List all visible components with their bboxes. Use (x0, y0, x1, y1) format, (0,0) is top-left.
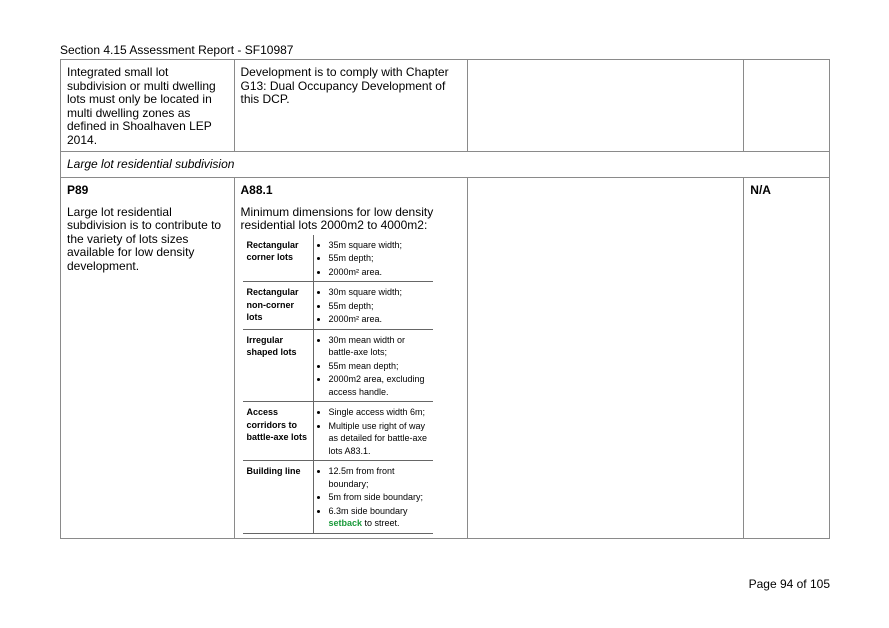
requirement-item: • 12.5m from front boundary; (329, 465, 429, 490)
requirement-item: • 2000m² area. (329, 313, 429, 326)
requirement-item: • 35m square width; (329, 239, 429, 252)
assessment-table (60, 59, 830, 539)
requirement-item: • 30m mean width or battle-axe lots; (329, 334, 429, 359)
requirement-item: • 2000m2 area, excluding access handle. (329, 373, 429, 398)
dimensions-row (243, 402, 433, 461)
dimensions-row (243, 282, 433, 330)
solution-text: Minimum dimensions for low density residential lots 2000m2 to 4000m2: (240, 204, 434, 232)
lot-requirements (313, 282, 433, 330)
comment-cell (467, 178, 743, 539)
dimensions-table (243, 235, 433, 534)
requirement-item: • 30m square width; (329, 286, 429, 299)
lot-requirements (313, 329, 433, 402)
compliance-status: N/A (750, 183, 771, 197)
criteria-text: Large lot residential subdivision is to contribute to the variety of lots sizes available for low density development. (67, 204, 222, 273)
requirement-item: • Single access width 6m; (329, 406, 429, 419)
requirement-prefix: 6.3m side boundary (328, 505, 408, 516)
requirement-item: • 5m from side boundary; (329, 491, 429, 504)
lot-requirements (313, 235, 433, 282)
lot-type-label: Rectangular non-corner lots (243, 282, 314, 330)
criteria-code: P89 (67, 183, 89, 197)
section-title: Large lot residential subdivision (61, 152, 830, 178)
requirement-item: • 55m mean depth; (329, 360, 429, 373)
lot-requirements (313, 402, 433, 461)
dimensions-row (243, 235, 433, 282)
dimensions-row (243, 329, 433, 402)
lot-type-label: Building line (243, 461, 314, 534)
requirement-item: • 55m depth; (329, 300, 429, 313)
lot-requirements (313, 461, 433, 534)
performance-criteria-cell (61, 178, 235, 539)
lot-type-label: Rectangular corner lots (243, 235, 314, 282)
dimensions-row (243, 461, 433, 534)
requirement-item: • 55m depth; (329, 252, 429, 265)
solution-code: A88.1 (240, 183, 273, 197)
compliance-cell (744, 178, 830, 539)
lot-type-label: Irregular shaped lots (243, 329, 314, 402)
requirement-item: • 2000m² area. (329, 266, 429, 279)
acceptable-solution-cell (234, 178, 467, 539)
table-row (61, 178, 830, 539)
compliance-cell (744, 60, 830, 152)
page-number: Page 94 of 105 (748, 577, 830, 591)
performance-criteria-cell: Integrated small lot subdivision or multi dwelling lots must only be located in multi dwelling zones as defined in Shoalhaven LEP 2014. (61, 60, 235, 152)
page-header: Section 4.15 Assessment Report - SF10987 (60, 43, 294, 57)
setback-link-text: setback (328, 518, 363, 528)
requirement-item (329, 505, 429, 530)
requirement-suffix: to street. (362, 518, 400, 528)
section-heading-row (61, 152, 830, 178)
acceptable-solution-cell: Development is to comply with Chapter G13: Dual Occupancy Development of this DCP. (234, 60, 467, 152)
lot-type-label: Access corridors to battle-axe lots (243, 402, 314, 461)
table-row (61, 60, 830, 152)
requirement-item: • Multiple use right of way as detailed for battle-axe lots A83.1. (329, 420, 429, 458)
comment-cell (467, 60, 743, 152)
